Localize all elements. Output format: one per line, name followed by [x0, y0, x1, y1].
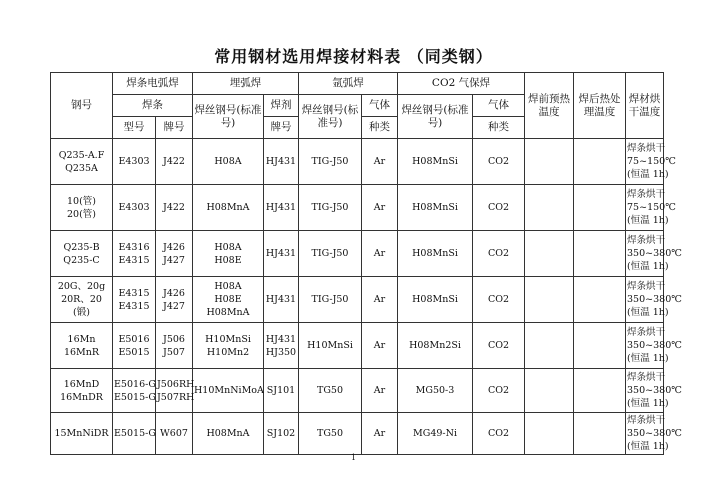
header-brand: 牌号 [156, 117, 193, 139]
cell-steel-grade-line: 15MnNiDR [54, 428, 109, 439]
cell-co2-gas [473, 277, 525, 323]
cell-steel-grade-line: Q235A [65, 162, 98, 174]
cell-saw-flux [264, 231, 299, 277]
cell-co2-gas [473, 139, 525, 185]
cell-steel-grade-line: 16MnD [63, 378, 100, 390]
cell-postweld [574, 185, 626, 231]
cell-saw-flux [264, 323, 299, 369]
cell-co2-wire [398, 139, 473, 185]
cell-tig-wire-line: H10MnSi [307, 340, 353, 351]
cell-saw-wire-line: H10MnNiMoA [194, 385, 264, 396]
cell-electrode-model [113, 277, 156, 323]
cell-electrode-model [113, 139, 156, 185]
cell-electrode-model [113, 231, 156, 277]
cell-baking-temp-line: 焊条烘干 [627, 372, 666, 383]
table-row [51, 323, 664, 369]
cell-baking-temp-line: 350~380℃ [627, 428, 682, 439]
cell-saw-wire-line: H08MnA [206, 307, 250, 318]
cell-saw-flux-line: HJ431 [265, 333, 297, 345]
cell-co2-gas [473, 231, 525, 277]
cell-electrode-brand [156, 185, 193, 231]
cell-baking-temp-line: 75~150℃ [627, 202, 676, 213]
cell-electrode-brand-line: J507 [163, 346, 185, 358]
cell-steel-grade-line: (锻) [73, 307, 90, 318]
cell-electrode-brand-line: J506 [163, 333, 185, 345]
cell-tig-gas-line: Ar [373, 248, 386, 259]
cell-electrode-model-line: E4316 [118, 241, 150, 253]
cell-baking-temp-line: 焊条烘干 [627, 281, 666, 292]
cell-tig-gas [362, 231, 398, 277]
cell-baking-temp [626, 139, 676, 185]
cell-postweld [574, 139, 626, 185]
cell-tig-wire-line: TIG-J50 [311, 294, 349, 305]
cell-preheat [525, 185, 574, 231]
cell-electrode-model [113, 369, 156, 413]
cell-baking-temp-line: (恒温 1h) [627, 398, 669, 409]
cell-electrode-model-line: E5015 [118, 346, 150, 358]
cell-co2-gas [473, 185, 525, 231]
cell-electrode-brand [156, 323, 193, 369]
header-model: 型号 [113, 117, 156, 139]
cell-baking-temp-line: 焊条烘干 [627, 235, 666, 246]
cell-steel-grade [51, 231, 113, 277]
cell-steel-grade-line: Q235-B [63, 241, 100, 253]
cell-steel-grade [51, 185, 113, 231]
cell-tig-gas [362, 369, 398, 413]
header-co2-gas: 气体 [473, 95, 525, 117]
cell-saw-flux-line: HJ431 [265, 294, 297, 305]
page-number: 1 [350, 453, 357, 462]
header-electrode-welding: 焊条电弧焊 [113, 73, 193, 95]
cell-electrode-brand-line: W607 [160, 428, 188, 439]
cell-co2-gas [473, 369, 525, 413]
table-row [51, 139, 664, 185]
cell-tig-gas [362, 185, 398, 231]
cell-tig-gas-line: Ar [373, 385, 386, 396]
cell-co2-wire [398, 369, 473, 413]
header-co2-gas-type: 种类 [473, 117, 525, 139]
cell-postweld [574, 323, 626, 369]
cell-steel-grade [51, 323, 113, 369]
table-row [51, 369, 664, 413]
header-co2-welding: CO2 气保焊 [398, 73, 525, 95]
cell-saw-wire-line: H08E [214, 254, 242, 266]
header-steel-grade: 钢号 [51, 73, 113, 139]
cell-saw-wire-line: H08MnA [206, 428, 250, 439]
cell-baking-temp-line: (恒温 1h) [627, 307, 669, 318]
cell-electrode-brand [156, 277, 193, 323]
cell-saw-flux-line: HJ431 [265, 248, 297, 259]
cell-preheat [525, 231, 574, 277]
cell-electrode-brand-line: J427 [163, 300, 185, 312]
cell-co2-wire [398, 277, 473, 323]
cell-baking-temp-line: 350~380℃ [627, 294, 682, 305]
cell-baking-temp-line: 焊条烘干 [627, 189, 666, 200]
cell-co2-wire-line: MG49-Ni [413, 428, 457, 439]
cell-tig-wire [299, 413, 362, 455]
cell-baking-temp [626, 369, 682, 413]
cell-co2-wire-line: H08MnSi [412, 156, 458, 167]
cell-preheat [525, 413, 574, 455]
cell-tig-wire [299, 139, 362, 185]
cell-tig-gas [362, 413, 398, 455]
cell-saw-wire [193, 185, 264, 231]
cell-steel-grade-line: 16MnDR [60, 391, 103, 403]
welding-materials-table [50, 72, 682, 455]
cell-steel-grade-line: 20(管) [66, 208, 96, 220]
header-saw-wire: 焊丝钢号(标准号) [193, 95, 264, 139]
cell-co2-wire-line: MG50-3 [415, 385, 455, 396]
header-preheat-temp: 焊前预热温度 [525, 73, 574, 139]
cell-saw-wire [193, 413, 264, 455]
cell-co2-gas [473, 413, 525, 455]
cell-tig-gas-line: Ar [373, 428, 386, 439]
cell-electrode-model-line: E5016-G [114, 378, 156, 390]
cell-saw-flux [264, 369, 299, 413]
cell-tig-wire [299, 185, 362, 231]
cell-tig-gas [362, 277, 398, 323]
header-flux-brand: 牌号 [264, 117, 299, 139]
cell-baking-temp [626, 231, 682, 277]
cell-saw-flux-line: SJ102 [266, 428, 296, 439]
cell-baking-temp [626, 185, 676, 231]
document-title: 常用钢材选用焊接材料表 （同类钢） [214, 47, 493, 66]
cell-saw-wire [193, 277, 264, 323]
cell-electrode-model-line: E4303 [118, 156, 150, 167]
header-submerged-arc: 埋弧焊 [193, 73, 299, 95]
cell-electrode-model [113, 185, 156, 231]
cell-co2-gas-line: CO2 [487, 385, 510, 396]
cell-co2-wire-line: H08MnSi [412, 248, 458, 259]
cell-saw-wire-line: H08A [214, 156, 242, 167]
cell-baking-temp-line: 焊条烘干 [627, 327, 666, 338]
cell-steel-grade [51, 277, 113, 323]
header-flux: 焊剂 [264, 95, 299, 117]
header-electrode: 焊条 [113, 95, 193, 117]
cell-tig-wire [299, 323, 362, 369]
cell-co2-gas-line: CO2 [487, 340, 510, 351]
header-baking-temp: 焊材烘干温度 [626, 73, 664, 139]
cell-steel-grade [51, 413, 113, 455]
cell-baking-temp-line: 75~150℃ [627, 156, 676, 167]
cell-co2-wire-line: H08MnSi [412, 202, 458, 213]
cell-baking-temp-line: (恒温 1h) [627, 441, 669, 452]
cell-electrode-model-line: E5015-G [114, 391, 156, 403]
cell-baking-temp [626, 277, 682, 323]
cell-saw-wire-line: H10MnSi [205, 333, 251, 345]
cell-co2-gas-line: CO2 [487, 156, 510, 167]
table-row [51, 231, 664, 277]
header-tig-gas: 气体 [362, 95, 398, 117]
cell-saw-wire-line: H08A [214, 281, 242, 292]
cell-baking-temp-line: 焊条烘干 [627, 143, 666, 154]
cell-baking-temp-line: (恒温 1h) [627, 261, 669, 272]
cell-electrode-model-line: E4315 [118, 287, 150, 299]
cell-steel-grade-line: 16Mn [67, 333, 96, 345]
cell-electrode-model [113, 413, 156, 455]
cell-saw-flux [264, 277, 299, 323]
cell-electrode-brand-line: J427 [163, 254, 185, 266]
cell-baking-temp-line: 350~380℃ [627, 248, 682, 259]
cell-saw-flux-line: SJ101 [266, 385, 296, 396]
cell-tig-gas-line: Ar [373, 202, 386, 213]
cell-steel-grade-line: 20R、20 [61, 294, 102, 305]
cell-baking-temp [626, 323, 682, 369]
header-row-1 [51, 73, 664, 95]
cell-electrode-model [113, 323, 156, 369]
cell-steel-grade [51, 369, 113, 413]
cell-tig-gas-line: Ar [373, 156, 386, 167]
cell-tig-wire-line: TIG-J50 [311, 156, 349, 167]
cell-electrode-model-line: E4315 [118, 254, 150, 266]
cell-saw-wire-line: H08A [214, 241, 242, 253]
cell-co2-wire [398, 231, 473, 277]
cell-electrode-brand [156, 413, 193, 455]
cell-co2-gas-line: CO2 [487, 248, 510, 259]
cell-electrode-brand [156, 139, 193, 185]
cell-steel-grade-line: Q235-C [63, 254, 100, 266]
cell-electrode-brand [156, 231, 193, 277]
cell-saw-wire [193, 323, 264, 369]
table-row [51, 413, 664, 455]
cell-co2-gas-line: CO2 [487, 428, 510, 439]
table-row [51, 185, 664, 231]
cell-electrode-model-line: E4303 [118, 202, 150, 213]
cell-baking-temp [626, 413, 682, 455]
cell-co2-gas-line: CO2 [487, 294, 510, 305]
cell-steel-grade-line: Q235-A.F [58, 149, 105, 161]
cell-electrode-brand-line: J426 [163, 241, 185, 253]
cell-co2-wire [398, 185, 473, 231]
cell-saw-wire-line: H10Mn2 [206, 346, 250, 358]
cell-co2-wire [398, 323, 473, 369]
header-argon-arc: 氩弧焊 [299, 73, 398, 95]
cell-tig-wire [299, 277, 362, 323]
cell-tig-gas [362, 323, 398, 369]
cell-co2-gas [473, 323, 525, 369]
cell-saw-wire [193, 231, 264, 277]
cell-steel-grade-line: 20G、20g [57, 281, 106, 292]
cell-saw-wire-line: H08MnA [206, 202, 250, 213]
cell-steel-grade-line: 16MnR [63, 346, 100, 358]
table-row [51, 277, 664, 323]
cell-electrode-brand-line: J426 [163, 287, 185, 299]
cell-electrode-brand-line: J422 [163, 156, 185, 167]
cell-baking-temp-line: (恒温 1h) [627, 353, 669, 364]
header-postweld-temp: 焊后热处理温度 [574, 73, 626, 139]
header-tig-wire: 焊丝钢号(标准号) [299, 95, 362, 139]
cell-preheat [525, 277, 574, 323]
cell-co2-wire-line: H08Mn2Si [409, 340, 461, 351]
cell-tig-gas-line: Ar [373, 340, 386, 351]
cell-electrode-model-line: E4315 [118, 300, 150, 312]
cell-saw-wire [193, 139, 264, 185]
cell-tig-gas-line: Ar [373, 294, 386, 305]
cell-co2-wire [398, 413, 473, 455]
cell-tig-wire [299, 369, 362, 413]
cell-baking-temp-line: (恒温 1h) [627, 169, 669, 180]
cell-electrode-model-line: E5015-G [114, 428, 156, 439]
cell-tig-wire-line: TIG-J50 [311, 248, 349, 259]
cell-tig-wire-line: TG50 [316, 385, 343, 396]
cell-saw-flux [264, 139, 299, 185]
cell-electrode-brand-line: J506RH [157, 378, 195, 390]
cell-preheat [525, 323, 574, 369]
cell-saw-wire [193, 369, 264, 413]
cell-tig-gas [362, 139, 398, 185]
cell-electrode-brand-line: J507RH [157, 391, 195, 403]
cell-baking-temp-line: 焊条烘干 [627, 415, 666, 426]
cell-baking-temp-line: 350~380℃ [627, 385, 682, 396]
cell-baking-temp-line: 350~380℃ [627, 340, 682, 351]
cell-preheat [525, 139, 574, 185]
cell-saw-flux [264, 185, 299, 231]
cell-postweld [574, 231, 626, 277]
cell-co2-wire-line: H08MnSi [412, 294, 458, 305]
cell-saw-flux-line: HJ350 [265, 346, 297, 358]
cell-steel-grade-line: 10(管) [66, 195, 96, 207]
cell-co2-gas-line: CO2 [487, 202, 510, 213]
cell-saw-flux-line: HJ431 [265, 156, 297, 167]
cell-postweld [574, 369, 626, 413]
cell-electrode-model-line: E5016 [118, 333, 150, 345]
cell-preheat [525, 369, 574, 413]
cell-postweld [574, 413, 626, 455]
cell-saw-wire-line: H08E [214, 294, 242, 305]
header-tig-gas-type: 种类 [362, 117, 398, 139]
cell-steel-grade [51, 139, 113, 185]
cell-saw-flux-line: HJ431 [265, 202, 297, 213]
cell-postweld [574, 277, 626, 323]
cell-tig-wire-line: TIG-J50 [311, 202, 349, 213]
cell-electrode-brand [156, 369, 193, 413]
header-co2-wire: 焊丝钢号(标准号) [398, 95, 473, 139]
cell-baking-temp-line: (恒温 1h) [627, 215, 669, 226]
cell-tig-wire-line: TG50 [316, 428, 343, 439]
cell-saw-flux [264, 413, 299, 455]
cell-electrode-brand-line: J422 [163, 202, 185, 213]
cell-tig-wire [299, 231, 362, 277]
